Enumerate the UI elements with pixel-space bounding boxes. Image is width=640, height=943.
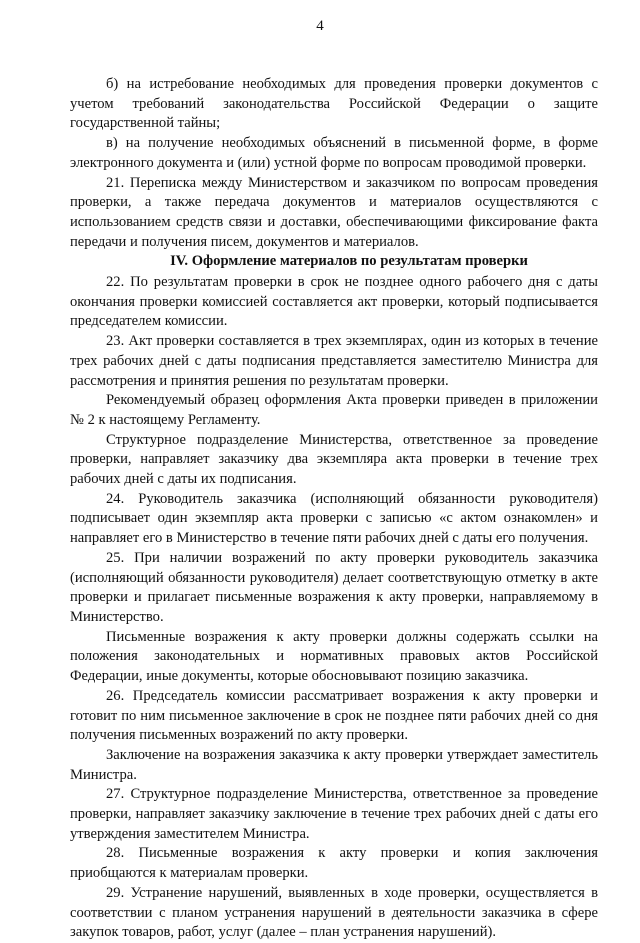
paragraph-26: 26. Председатель комиссии рассматривает возражения к акту проверки и готовит по ним письменное заключение в срок не позднее пяти рабочих дней со дня получения письменных возражений по акту проверки.: [70, 687, 598, 744]
paragraph-objections: Письменные возражения к акту проверки должны содержать ссылки на положения законодательных и нормативных правовых актов Российской Федерации, иные документы, которые обосновывают позицию заказчика.: [70, 628, 598, 685]
paragraph-28: 28. Письменные возражения к акту проверки и копия заключения приобщаются к материалам проверки.: [70, 845, 598, 882]
paragraph-25: 25. При наличии возражений по акту проверки руководитель заказчика (исполняющий обязанности руководителя) делает соответствующую отметку в акте проверки и прилагает письменные возражения к акту проверки, направляемому в Министерство.: [70, 549, 598, 625]
paragraph-24: 24. Руководитель заказчика (исполняющий обязанности руководителя) подписывает один экземпляр акта проверки с записью «с актом ознакомлен» и направляет его в Министерство в течение пяти рабочих дней с даты его получения.: [70, 490, 598, 547]
paragraph-b: б) на истребование необходимых для проведения проверки документов с учетом требований законодательства Российской Федерации о защите государственной тайны;: [70, 76, 598, 132]
paragraph-sample-act: Рекомендуемый образец оформления Акта проверки приведен в приложении № 2 к настоящему Регламенту.: [70, 392, 598, 428]
paragraph-23: 23. Акт проверки составляется в трех экземплярах, один из которых в течение трех рабочих дней с даты подписания представляется заместителю Министра для рассмотрения и принятия решения по результатам проверки.: [70, 333, 598, 389]
document-body: [70, 75, 598, 943]
paragraph-conclusion: Заключение на возражения заказчика к акту проверки утверждает заместитель Министра.: [70, 746, 598, 783]
paragraph-27: 27. Структурное подразделение Министерства, ответственное за проведение проверки, направляет заказчику заключение в течение трех рабочих дней с даты его утверждения заместителем Министра.: [70, 786, 598, 842]
paragraph-22: 22. По результатам проверки в срок не позднее одного рабочего дня с даты окончания проверки комиссией составляется акт проверки, который подписывается председателем комиссии.: [70, 274, 598, 330]
page-number: 4: [316, 18, 324, 34]
paragraph-21: 21. Переписка между Министерством и заказчиком по вопросам проведения проверки, а также передача документов и материалов осуществляются с использованием средств связи и доставки, обеспечивающими фиксирование факта передачи и получения писем, документов и материалов.: [70, 174, 598, 250]
paragraph-v: в) на получение необходимых объяснений в письменной форме, в форме электронного документа и (или) устной форме по вопросам проводимой проверки.: [70, 135, 598, 171]
paragraph-29: 29. Устранение нарушений, выявленных в ходе проверки, осуществляется в соответствии с планом устранения нарушений в деятельности заказчика в сфере закупок товаров, работ, услуг (далее – план устранения нарушений).: [70, 884, 598, 941]
section-heading: IV. Оформление материалов по результатам проверки: [170, 253, 528, 270]
paragraph-structural-unit: Структурное подразделение Министерства, ответственное за проведение проверки, направляет заказчику два экземпляра акта проверки в течение трех рабочих дней с даты их подписания.: [70, 431, 598, 488]
